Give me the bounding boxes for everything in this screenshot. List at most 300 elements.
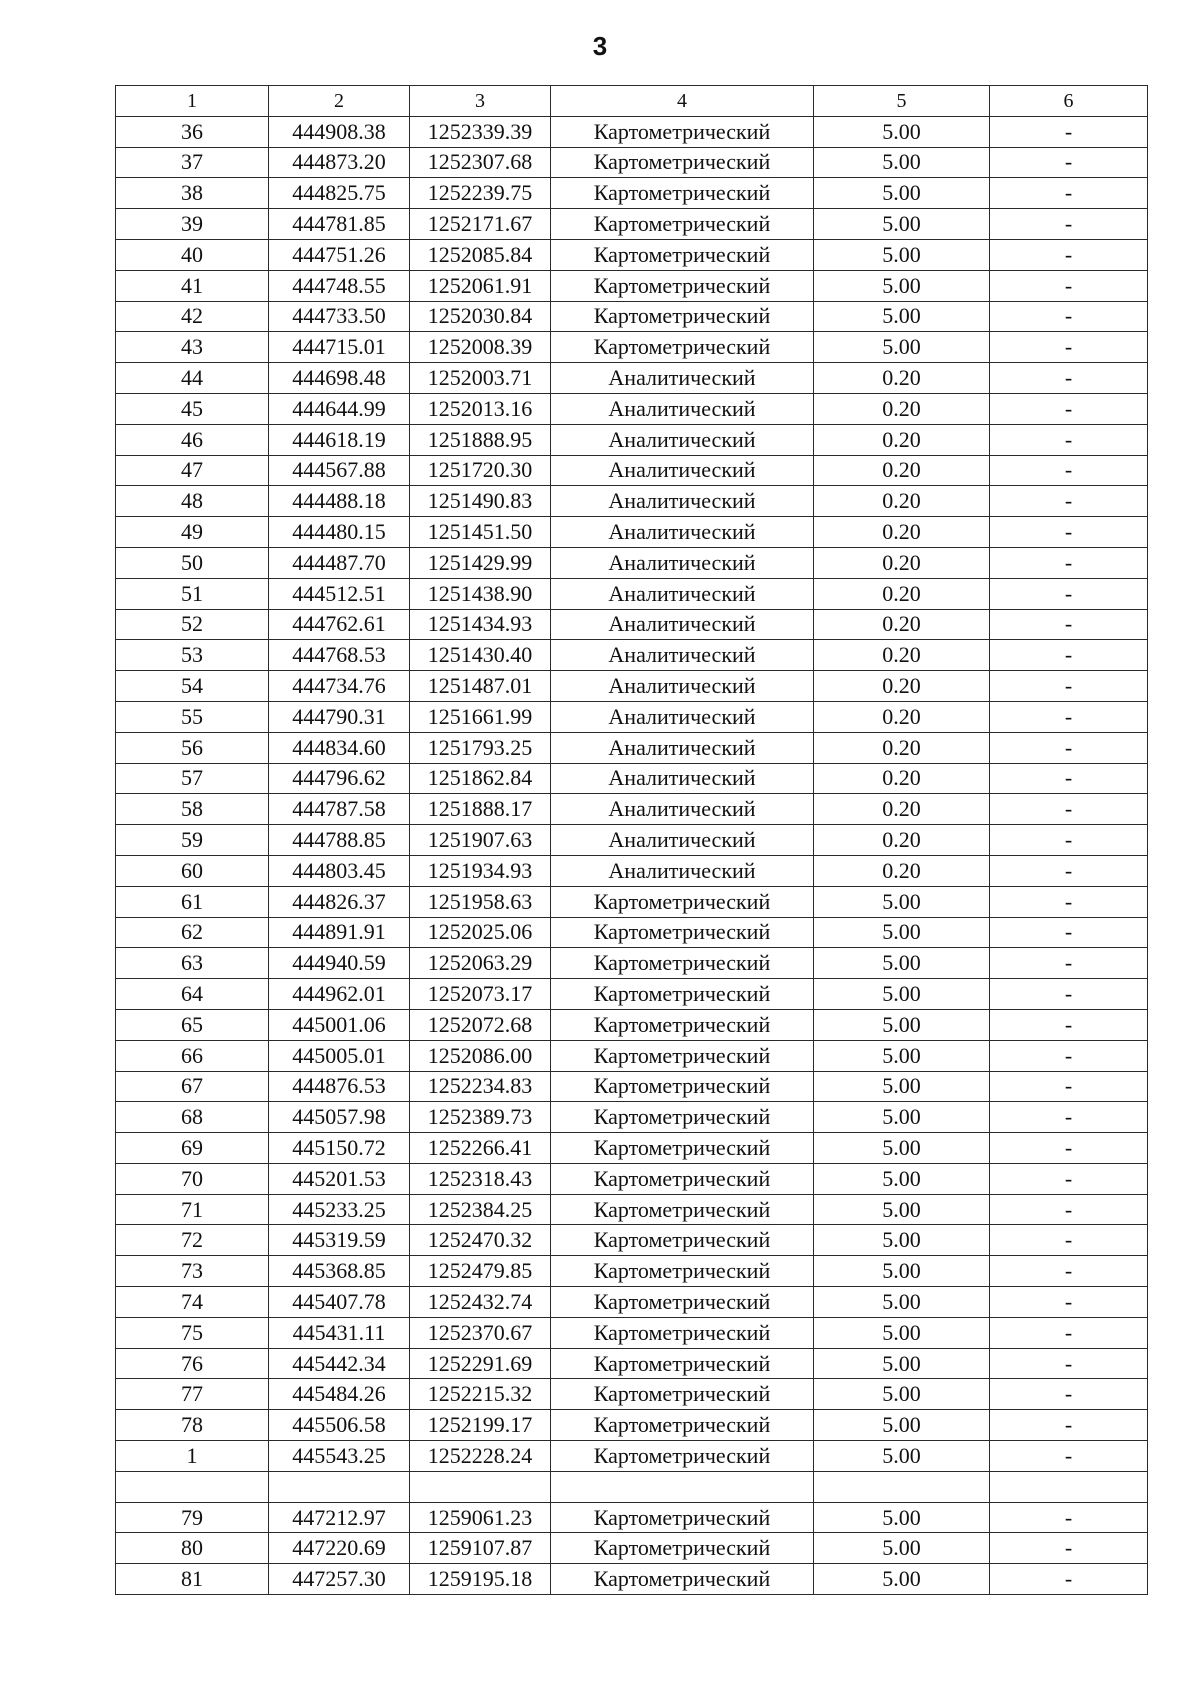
table-row [116,332,1148,363]
note-cell: - [990,886,1148,917]
x-coordinate-cell: 444488.18 [269,486,410,517]
point-number-cell: 55 [116,701,269,732]
method-cell: Картометрический [551,1317,814,1348]
y-coordinate-cell: 1251958.63 [410,886,551,917]
table-row [116,1133,1148,1164]
method-cell: Картометрический [551,1225,814,1256]
y-coordinate-cell: 1252389.73 [410,1102,551,1133]
note-cell: - [990,1225,1148,1256]
method-cell: Картометрический [551,1040,814,1071]
table-row [116,363,1148,394]
x-coordinate-cell: 444787.58 [269,794,410,825]
accuracy-cell: 5.00 [814,948,990,979]
note-cell: - [990,301,1148,332]
table-row [116,855,1148,886]
method-cell: Аналитический [551,640,814,671]
note-cell: - [990,1533,1148,1564]
note-cell: - [990,1410,1148,1441]
table-row [116,1163,1148,1194]
table-row [116,1225,1148,1256]
note-cell: - [990,147,1148,178]
accuracy-cell: 0.20 [814,547,990,578]
x-coordinate-cell: 447257.30 [269,1564,410,1595]
note-cell: - [990,948,1148,979]
table-row [116,301,1148,332]
method-cell: Картометрический [551,1194,814,1225]
x-coordinate-cell: 444834.60 [269,732,410,763]
table-row [116,209,1148,240]
method-cell: Картометрический [551,1410,814,1441]
accuracy-cell: 5.00 [814,1040,990,1071]
note-cell: - [990,393,1148,424]
method-cell: Картометрический [551,1379,814,1410]
x-coordinate-cell: 444825.75 [269,178,410,209]
accuracy-cell: 5.00 [814,1133,990,1164]
method-cell: Аналитический [551,732,814,763]
y-coordinate-cell: 1252061.91 [410,270,551,301]
method-cell: Картометрический [551,1102,814,1133]
table-row [116,1102,1148,1133]
accuracy-cell: 5.00 [814,1348,990,1379]
point-number-cell: 49 [116,517,269,548]
note-cell: - [990,1564,1148,1595]
method-cell: Картометрический [551,1502,814,1533]
accuracy-cell: 5.00 [814,332,990,363]
x-coordinate-cell: 445543.25 [269,1441,410,1472]
accuracy-cell: 0.20 [814,609,990,640]
x-coordinate-cell: 447212.97 [269,1502,410,1533]
point-number-cell: 80 [116,1533,269,1564]
method-cell: Картометрический [551,948,814,979]
accuracy-cell: 0.20 [814,732,990,763]
method-cell: Картометрический [551,1071,814,1102]
x-coordinate-cell: 444480.15 [269,517,410,548]
note-cell: - [990,1071,1148,1102]
note-cell: - [990,825,1148,856]
x-coordinate-cell: 447220.69 [269,1533,410,1564]
point-number-cell: 44 [116,363,269,394]
point-number-cell: 50 [116,547,269,578]
method-cell: Картометрический [551,1533,814,1564]
x-coordinate-cell: 444762.61 [269,609,410,640]
note-cell: - [990,1287,1148,1318]
x-coordinate-cell: 444940.59 [269,948,410,979]
point-number-cell [116,1471,269,1502]
y-coordinate-cell: 1251438.90 [410,578,551,609]
table-row [116,270,1148,301]
table-row [116,424,1148,455]
table-row [116,239,1148,270]
point-number-cell: 69 [116,1133,269,1164]
method-cell: Картометрический [551,116,814,147]
x-coordinate-cell: 444803.45 [269,855,410,886]
page-number: 3 [592,31,608,61]
point-number-cell: 36 [116,116,269,147]
y-coordinate-cell: 1251888.95 [410,424,551,455]
x-coordinate-cell: 445057.98 [269,1102,410,1133]
accuracy-cell: 5.00 [814,1256,990,1287]
y-coordinate-cell: 1252003.71 [410,363,551,394]
x-coordinate-cell: 445407.78 [269,1287,410,1318]
accuracy-cell: 0.20 [814,794,990,825]
x-coordinate-cell: 444781.85 [269,209,410,240]
table-row [116,640,1148,671]
table-row [116,1348,1148,1379]
note-cell: - [990,116,1148,147]
point-number-cell: 76 [116,1348,269,1379]
method-cell: Аналитический [551,794,814,825]
x-coordinate-cell: 445368.85 [269,1256,410,1287]
point-number-cell: 70 [116,1163,269,1194]
table-row [116,1071,1148,1102]
note-cell: - [990,486,1148,517]
method-cell: Картометрический [551,270,814,301]
x-coordinate-cell: 444908.38 [269,116,410,147]
table-row [116,455,1148,486]
method-cell: Аналитический [551,547,814,578]
table-row [116,609,1148,640]
y-coordinate-cell: 1251451.50 [410,517,551,548]
column-header: 6 [990,86,1148,117]
y-coordinate-cell: 1252432.74 [410,1287,551,1318]
y-coordinate-cell: 1251430.40 [410,640,551,671]
y-coordinate-cell: 1259195.18 [410,1564,551,1595]
note-cell: - [990,1102,1148,1133]
accuracy-cell: 5.00 [814,979,990,1010]
column-header: 5 [814,86,990,117]
method-cell: Аналитический [551,671,814,702]
x-coordinate-cell: 444698.48 [269,363,410,394]
method-cell: Аналитический [551,763,814,794]
point-number-cell: 64 [116,979,269,1010]
y-coordinate-cell: 1252086.00 [410,1040,551,1071]
y-coordinate-cell: 1251434.93 [410,609,551,640]
point-number-cell: 61 [116,886,269,917]
x-coordinate-cell: 444567.88 [269,455,410,486]
accuracy-cell: 5.00 [814,1410,990,1441]
method-cell: Аналитический [551,825,814,856]
y-coordinate-cell: 1251888.17 [410,794,551,825]
note-cell: - [990,979,1148,1010]
table-row [116,701,1148,732]
y-coordinate-cell: 1252239.75 [410,178,551,209]
table-row [116,1564,1148,1595]
note-cell: - [990,1194,1148,1225]
point-number-cell: 1 [116,1441,269,1472]
point-number-cell: 52 [116,609,269,640]
method-cell: Аналитический [551,609,814,640]
note-cell: - [990,1133,1148,1164]
point-number-cell: 51 [116,578,269,609]
y-coordinate-cell: 1252318.43 [410,1163,551,1194]
point-number-cell: 41 [116,270,269,301]
note-cell: - [990,424,1148,455]
note-cell: - [990,671,1148,702]
accuracy-cell: 5.00 [814,270,990,301]
y-coordinate-cell: 1252063.29 [410,948,551,979]
y-coordinate-cell: 1259061.23 [410,1502,551,1533]
accuracy-cell: 0.20 [814,825,990,856]
point-number-cell: 78 [116,1410,269,1441]
point-number-cell: 53 [116,640,269,671]
x-coordinate-cell: 444962.01 [269,979,410,1010]
table-row [116,147,1148,178]
table-row [116,1379,1148,1410]
accuracy-cell: 5.00 [814,209,990,240]
point-number-cell: 65 [116,1009,269,1040]
method-cell: Аналитический [551,486,814,517]
method-cell: Картометрический [551,239,814,270]
y-coordinate-cell: 1251907.63 [410,825,551,856]
y-coordinate-cell: 1252171.67 [410,209,551,240]
accuracy-cell: 0.20 [814,671,990,702]
table-row [116,1410,1148,1441]
table-row [116,393,1148,424]
point-number-cell: 71 [116,1194,269,1225]
point-number-cell: 62 [116,917,269,948]
accuracy-cell: 5.00 [814,1009,990,1040]
table-row [116,1194,1148,1225]
y-coordinate-cell: 1252073.17 [410,979,551,1010]
table-row [116,1317,1148,1348]
point-number-cell: 59 [116,825,269,856]
point-number-cell: 37 [116,147,269,178]
x-coordinate-cell: 445005.01 [269,1040,410,1071]
point-number-cell: 73 [116,1256,269,1287]
accuracy-cell: 0.20 [814,517,990,548]
column-header: 4 [551,86,814,117]
x-coordinate-cell: 445484.26 [269,1379,410,1410]
accuracy-cell: 5.00 [814,1225,990,1256]
point-number-cell: 39 [116,209,269,240]
y-coordinate-cell: 1251934.93 [410,855,551,886]
note-cell: - [990,1441,1148,1472]
table-row [116,578,1148,609]
y-coordinate-cell: 1252199.17 [410,1410,551,1441]
y-coordinate-cell: 1252291.69 [410,1348,551,1379]
y-coordinate-cell: 1252384.25 [410,1194,551,1225]
table-row [116,763,1148,794]
x-coordinate-cell [269,1471,410,1502]
table-row [116,1502,1148,1533]
accuracy-cell: 0.20 [814,763,990,794]
x-coordinate-cell: 445506.58 [269,1410,410,1441]
y-coordinate-cell: 1252228.24 [410,1441,551,1472]
accuracy-cell: 0.20 [814,701,990,732]
note-cell: - [990,1163,1148,1194]
coordinates-table [115,85,1148,1595]
accuracy-cell: 5.00 [814,1564,990,1595]
point-number-cell: 68 [116,1102,269,1133]
method-cell: Картометрический [551,917,814,948]
y-coordinate-cell: 1252072.68 [410,1009,551,1040]
point-number-cell: 79 [116,1502,269,1533]
y-coordinate-cell: 1252307.68 [410,147,551,178]
point-number-cell: 42 [116,301,269,332]
point-number-cell: 72 [116,1225,269,1256]
method-cell: Картометрический [551,1163,814,1194]
y-coordinate-cell [410,1471,551,1502]
point-number-cell: 67 [116,1071,269,1102]
accuracy-cell: 5.00 [814,178,990,209]
y-coordinate-cell: 1252025.06 [410,917,551,948]
table-row [116,116,1148,147]
x-coordinate-cell: 444788.85 [269,825,410,856]
x-coordinate-cell: 444487.70 [269,547,410,578]
accuracy-cell: 5.00 [814,1502,990,1533]
accuracy-cell: 5.00 [814,917,990,948]
point-number-cell: 60 [116,855,269,886]
method-cell: Аналитический [551,455,814,486]
note-cell: - [990,1040,1148,1071]
x-coordinate-cell: 444790.31 [269,701,410,732]
x-coordinate-cell: 444734.76 [269,671,410,702]
method-cell: Картометрический [551,178,814,209]
x-coordinate-cell: 444873.20 [269,147,410,178]
point-number-cell: 54 [116,671,269,702]
accuracy-cell: 5.00 [814,886,990,917]
method-cell [551,1471,814,1502]
accuracy-cell: 0.20 [814,486,990,517]
method-cell: Картометрический [551,979,814,1010]
table-row [116,1009,1148,1040]
table-row [116,1533,1148,1564]
table-row [116,886,1148,917]
accuracy-cell: 5.00 [814,1441,990,1472]
y-coordinate-cell: 1251720.30 [410,455,551,486]
table-row [116,547,1148,578]
note-cell: - [990,609,1148,640]
x-coordinate-cell: 445201.53 [269,1163,410,1194]
x-coordinate-cell: 445233.25 [269,1194,410,1225]
y-coordinate-cell: 1251487.01 [410,671,551,702]
note-cell: - [990,1317,1148,1348]
y-coordinate-cell: 1251793.25 [410,732,551,763]
method-cell: Аналитический [551,363,814,394]
point-number-cell: 77 [116,1379,269,1410]
point-number-cell: 38 [116,178,269,209]
x-coordinate-cell: 445001.06 [269,1009,410,1040]
accuracy-cell: 0.20 [814,363,990,394]
accuracy-cell: 5.00 [814,1071,990,1102]
x-coordinate-cell: 444715.01 [269,332,410,363]
note-cell: - [990,794,1148,825]
y-coordinate-cell: 1251429.99 [410,547,551,578]
table-row [116,948,1148,979]
note-cell: - [990,239,1148,270]
y-coordinate-cell: 1252008.39 [410,332,551,363]
note-cell: - [990,1348,1148,1379]
point-number-cell: 74 [116,1287,269,1318]
method-cell: Картометрический [551,1564,814,1595]
method-cell: Аналитический [551,424,814,455]
y-coordinate-cell: 1251661.99 [410,701,551,732]
x-coordinate-cell: 444876.53 [269,1071,410,1102]
x-coordinate-cell: 444748.55 [269,270,410,301]
accuracy-cell [814,1471,990,1502]
point-number-cell: 46 [116,424,269,455]
x-coordinate-cell: 444768.53 [269,640,410,671]
table-header-row [116,86,1148,117]
note-cell: - [990,640,1148,671]
table-row [116,1040,1148,1071]
table-row [116,1287,1148,1318]
method-cell: Картометрический [551,886,814,917]
method-cell: Аналитический [551,517,814,548]
note-cell: - [990,332,1148,363]
point-number-cell: 75 [116,1317,269,1348]
y-coordinate-cell: 1251862.84 [410,763,551,794]
point-number-cell: 47 [116,455,269,486]
table-row [116,917,1148,948]
y-coordinate-cell: 1252234.83 [410,1071,551,1102]
note-cell: - [990,701,1148,732]
note-cell: - [990,363,1148,394]
method-cell: Картометрический [551,332,814,363]
y-coordinate-cell: 1252470.32 [410,1225,551,1256]
y-coordinate-cell: 1252339.39 [410,116,551,147]
table-row [116,486,1148,517]
table-body [116,86,1148,1595]
point-number-cell: 43 [116,332,269,363]
method-cell: Картометрический [551,1256,814,1287]
point-number-cell: 48 [116,486,269,517]
note-cell: - [990,517,1148,548]
method-cell: Картометрический [551,1133,814,1164]
point-number-cell: 66 [116,1040,269,1071]
note-cell: - [990,578,1148,609]
y-coordinate-cell: 1259107.87 [410,1533,551,1564]
accuracy-cell: 0.20 [814,578,990,609]
x-coordinate-cell: 444826.37 [269,886,410,917]
point-number-cell: 57 [116,763,269,794]
column-header: 3 [410,86,551,117]
table-row [116,979,1148,1010]
table-row [116,1256,1148,1287]
x-coordinate-cell: 444891.91 [269,917,410,948]
note-cell: - [990,732,1148,763]
x-coordinate-cell: 444618.19 [269,424,410,455]
note-cell: - [990,547,1148,578]
x-coordinate-cell: 445442.34 [269,1348,410,1379]
method-cell: Картометрический [551,209,814,240]
method-cell: Картометрический [551,147,814,178]
method-cell: Картометрический [551,1287,814,1318]
accuracy-cell: 5.00 [814,116,990,147]
accuracy-cell: 0.20 [814,640,990,671]
point-number-cell: 56 [116,732,269,763]
note-cell: - [990,1502,1148,1533]
table-row [116,825,1148,856]
column-header: 1 [116,86,269,117]
note-cell: - [990,1379,1148,1410]
note-cell [990,1471,1148,1502]
note-cell: - [990,917,1148,948]
table-row [116,517,1148,548]
note-cell: - [990,1009,1148,1040]
method-cell: Аналитический [551,701,814,732]
point-number-cell: 63 [116,948,269,979]
table-row [116,178,1148,209]
accuracy-cell: 5.00 [814,1379,990,1410]
accuracy-cell: 5.00 [814,1102,990,1133]
x-coordinate-cell: 444751.26 [269,239,410,270]
y-coordinate-cell: 1252085.84 [410,239,551,270]
y-coordinate-cell: 1252215.32 [410,1379,551,1410]
column-header: 2 [269,86,410,117]
note-cell: - [990,209,1148,240]
method-cell: Аналитический [551,855,814,886]
